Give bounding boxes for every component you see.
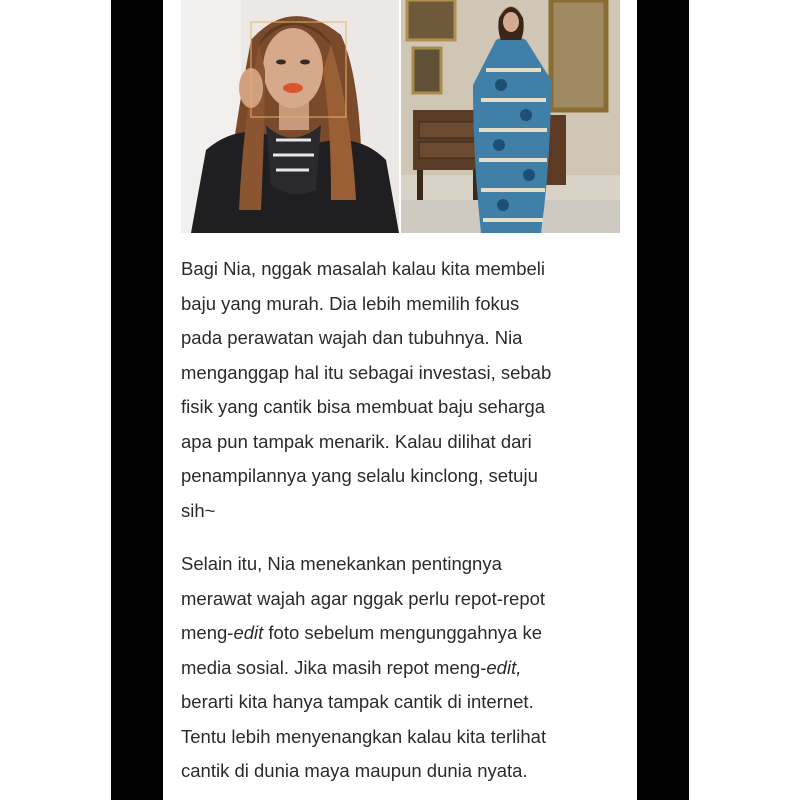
photo-woman-portrait[interactable] [181,0,399,233]
right-black-bar [637,0,689,800]
text-line [181,616,621,651]
text-line: baju yang murah. Dia lebih memilih fokus [181,292,520,314]
left-black-bar [111,0,163,800]
text-line: fisik yang cantik bisa membuat baju seharga [181,396,546,417]
text-line: sih~ [181,499,216,521]
text-segment: meng- [181,622,234,643]
text-line: menganggap hal itu sebagai investasi, sebab [181,361,552,383]
text-line: Selain itu, Nia menekankan pentingnya [181,553,502,574]
italic-term: edit [233,622,264,643]
text-line: penampilannya yang selalu kinclong, setuju [181,465,538,486]
article-content [163,0,637,800]
text-line: merawat wajah agar nggak perlu repot-repot [181,587,546,609]
article-body [181,252,621,800]
text-line: apa pun tampak menarik. Kalau dilihat dari [181,430,532,452]
text-line: Bagi Nia, nggak masalah kalau kita membeli [181,258,546,279]
paragraph-2 [181,547,621,789]
photo-woman-dress[interactable] [401,0,620,233]
photo-collage [181,0,620,233]
paragraph-1 [181,252,621,528]
text-line: cantik di dunia maya maupun dunia nyata. [181,760,528,781]
text-line [181,651,621,686]
text-line: Tentu lebih menyenangkan kalau kita terlihat [181,725,547,747]
italic-term: edit, [486,656,522,678]
text-line: berarti kita hanya tampak cantik di internet. [181,691,534,712]
text-segment: foto sebelum mengunggahnya ke [263,622,543,643]
text-segment: media sosial. Jika masih repot meng- [181,656,487,678]
text-line: pada perawatan wajah dan tubuhnya. Nia [181,327,523,348]
